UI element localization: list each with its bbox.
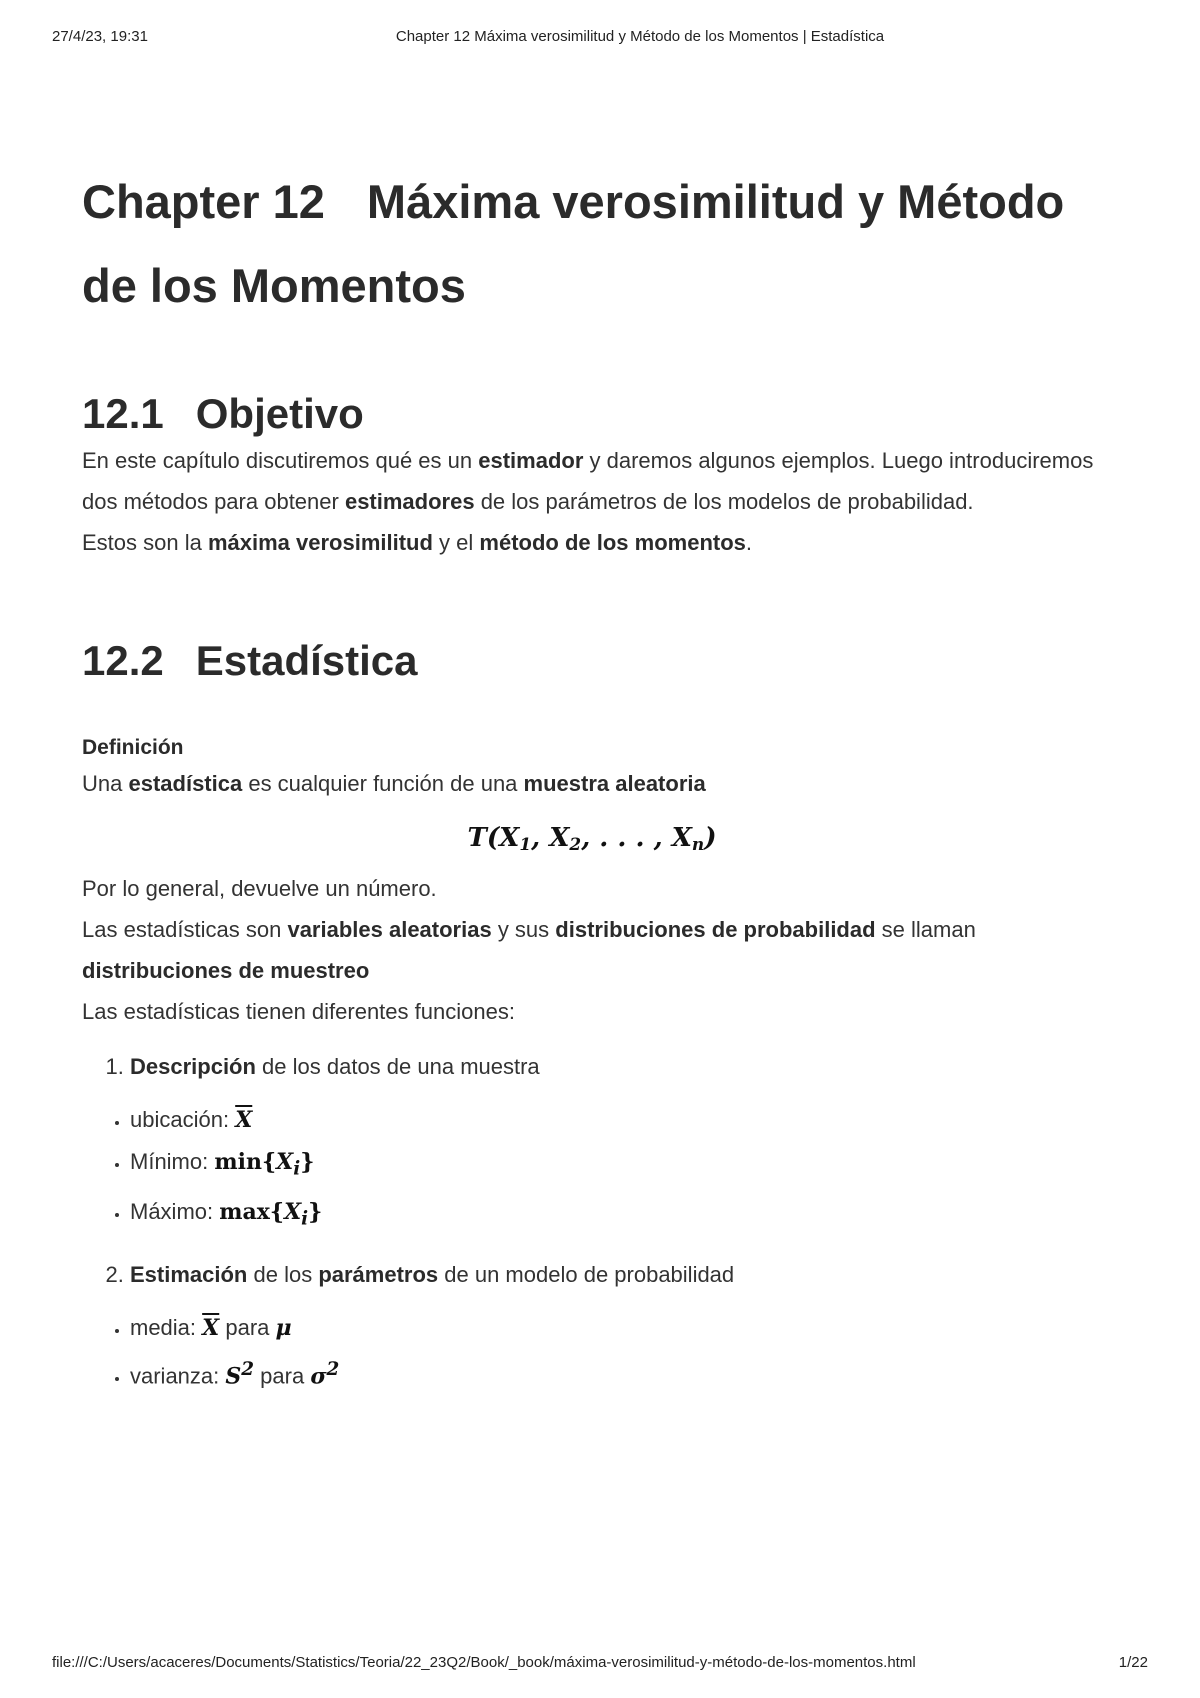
- bold-term: método de los momentos: [479, 530, 746, 555]
- math-subscript: i: [293, 1158, 301, 1180]
- math-symbol: S: [225, 1363, 242, 1390]
- math-symbol: }: [308, 1198, 323, 1225]
- math-symbol: σ: [310, 1363, 327, 1390]
- estimation-bullets: [82, 1307, 1122, 1397]
- paragraph-definition: [82, 763, 1122, 804]
- math-symbol: , . . . ,: [581, 823, 672, 853]
- math-symbol: μ: [275, 1315, 292, 1341]
- section-number: 12.2: [82, 637, 164, 684]
- bold-term: distribuciones de muestreo: [82, 958, 370, 984]
- section-heading-objetivo: [82, 388, 1122, 440]
- section-number: 12.1: [82, 390, 164, 437]
- chapter-title-line2: de los Momentos: [82, 259, 466, 312]
- bold-term: Descripción: [130, 1054, 256, 1080]
- bullet-label: Mínimo:: [130, 1149, 215, 1175]
- list-item: [130, 1349, 1122, 1397]
- list-item: [130, 1046, 1122, 1087]
- math-subscript: n: [691, 834, 705, 855]
- text-span: Estos son la: [82, 530, 208, 555]
- print-file-url: file:///C:/Users/acaceres/Documents/Statistics/Teoria/22_23Q2/Book/_book/máxima-verosimilitud-y-método-de-los-momentos.html: [52, 1654, 916, 1671]
- section-heading-estadistica: [82, 635, 1122, 687]
- math-function: min: [214, 1149, 262, 1176]
- text-span: de los: [247, 1262, 319, 1287]
- print-footer: [52, 1654, 1148, 1674]
- bold-term: distribuciones de probabilidad: [555, 917, 876, 943]
- math-symbol: {: [262, 1149, 277, 1176]
- math-subscript: 2: [569, 834, 582, 855]
- bullet-label: varianza:: [130, 1363, 226, 1389]
- paragraph-sampling-distributions: [82, 909, 1122, 991]
- math-symbol: X: [284, 1198, 302, 1225]
- description-bullets: [82, 1099, 1122, 1240]
- text-span: se llaman: [875, 917, 976, 943]
- math-symbol: {: [269, 1198, 285, 1225]
- math-symbol: X: [671, 823, 692, 853]
- functions-list-2: [82, 1254, 1122, 1295]
- bullet-label: media:: [130, 1315, 203, 1340]
- section-title: Objetivo: [195, 390, 364, 437]
- list-item: [130, 1099, 1122, 1141]
- math-symbol: X: [276, 1149, 294, 1176]
- text-span: .: [745, 530, 753, 555]
- print-doc-title: Chapter 12 Máxima verosimilitud y Método de los Momentos | Estadística: [395, 28, 885, 45]
- text-span: Una: [82, 771, 129, 796]
- section-title: Estadística: [195, 637, 418, 684]
- paragraph-methods: [82, 522, 1122, 563]
- bold-term: muestra aleatoria: [523, 771, 706, 796]
- math-symbol: ,: [531, 823, 550, 853]
- math-symbol: (: [486, 823, 500, 853]
- text-span: En este capítulo discutiremos qué es un: [82, 448, 479, 473]
- text-span: de un modelo de probabilidad: [438, 1262, 735, 1287]
- math-symbol: X: [499, 823, 520, 853]
- text-span: y sus: [491, 917, 556, 943]
- bold-term: estimador: [478, 448, 584, 473]
- math-symbol: }: [300, 1149, 315, 1176]
- math-superscript: 2: [326, 1359, 340, 1380]
- paragraph-functions: Las estadísticas tienen diferentes funciones:: [82, 999, 515, 1025]
- math-superscript: 2: [241, 1359, 255, 1380]
- math-function: max: [219, 1198, 270, 1225]
- bullet-label: ubicación:: [130, 1107, 236, 1133]
- chapter-title: [82, 160, 1122, 328]
- bold-term: Estimación: [130, 1262, 248, 1287]
- math-symbol: $\overline{X}$: [235, 1107, 253, 1134]
- bold-term: variables aleatorias: [287, 917, 492, 943]
- bold-term: estimadores: [344, 489, 475, 514]
- math-symbol: ): [704, 823, 717, 853]
- text-span: para: [219, 1315, 276, 1340]
- page-content: [82, 160, 1122, 1397]
- list-item: [130, 1254, 1122, 1295]
- text-span: de los datos de una muestra: [255, 1054, 540, 1080]
- text-span: Las estadísticas son: [82, 917, 288, 943]
- print-header: [52, 28, 1148, 48]
- math-subscript: 1: [519, 834, 532, 855]
- math-symbol: X: [549, 823, 570, 853]
- paragraph-intro: [82, 440, 1122, 522]
- bold-term: máxima verosimilitud: [207, 530, 433, 555]
- bold-term: parámetros: [318, 1262, 439, 1287]
- text-span: de los parámetros de los modelos de probabilidad.: [474, 489, 974, 514]
- definition-label: Definición: [82, 736, 184, 759]
- list-item: [130, 1191, 1122, 1240]
- math-subscript: i: [301, 1208, 309, 1229]
- list-item: [130, 1307, 1122, 1349]
- text-span: es cualquier función de una: [242, 771, 524, 796]
- bold-term: estadística: [128, 771, 243, 796]
- paragraph-returns-number: Por lo general, devuelve un número.: [82, 876, 437, 902]
- chapter-title-line1: Máxima verosimilitud y Método: [366, 175, 1065, 228]
- text-span: y el: [432, 530, 480, 555]
- bullet-label: Máximo:: [130, 1198, 220, 1224]
- list-item: [130, 1141, 1122, 1190]
- chapter-number: Chapter 12: [82, 175, 325, 228]
- text-span: para: [254, 1363, 311, 1389]
- math-symbol: $\overline{X}$: [202, 1315, 220, 1341]
- print-date: 27/4/23, 19:31: [52, 28, 148, 45]
- formula-statistic: [82, 818, 1122, 864]
- functions-list-1: [82, 1046, 1122, 1087]
- text-span: y daremos algunos ejemplos. Luego introduciremos dos métodos para obtener: [82, 448, 1094, 514]
- math-symbol: T: [467, 823, 487, 853]
- print-page-number: 1/22: [1118, 1654, 1148, 1671]
